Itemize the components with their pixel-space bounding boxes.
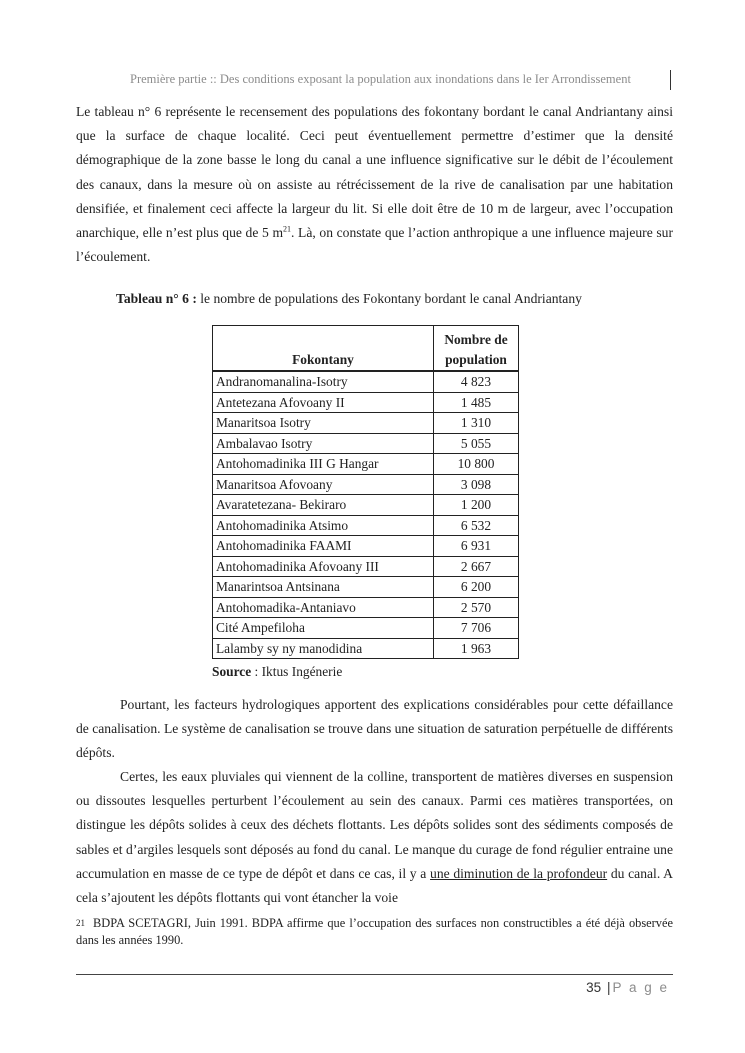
footer-divider: [76, 974, 673, 975]
population-value: 1 310: [434, 413, 519, 434]
table-row: [213, 454, 519, 475]
page-separator: |: [606, 980, 611, 995]
table-row: [213, 577, 519, 598]
source-text: : Iktus Ingénerie: [251, 664, 343, 679]
table-row: [213, 413, 519, 434]
population-value: 1 963: [434, 638, 519, 659]
column-header-population-line1: Nombre de: [444, 332, 508, 347]
fokontany-name: Andranomanalina-Isotry: [213, 371, 434, 392]
population-value: 2 570: [434, 597, 519, 618]
intro-text-end: . Là, on constate que l’action anthropique a une influence majeure sur l’écoulement.: [76, 225, 673, 265]
fokontany-name: Antohomadinika III G Hangar: [213, 454, 434, 475]
population-value: 2 667: [434, 556, 519, 577]
column-header-population-line2: population: [445, 352, 507, 367]
page-number: [586, 980, 669, 995]
deposits-text: Certes, les eaux pluviales qui viennent de la colline, transportent de matières diverses en suspension ou dissoutes lesquelles perturbent l’écoulement au sein des canaux. Parmi ces matières transportées, on distingue les dépôts solides à ceux des déchets flottants. Les dépôts solides sont des sédiments composés de sables et d’argiles lesquels sont déposés au fond du canal. Le manque du curage de fond régulier entraine une accumulation en masse de ce type de dépôt et dans ce cas, il y a: [76, 769, 673, 881]
population-value: 1 200: [434, 495, 519, 516]
page-word: P a g e: [612, 980, 669, 995]
footnote-number: 21: [76, 918, 85, 928]
fokontany-name: Manaritsoa Isotry: [213, 413, 434, 434]
fokontany-name: Ambalavao Isotry: [213, 433, 434, 454]
population-value: 1 485: [434, 392, 519, 413]
population-value: 6 200: [434, 577, 519, 598]
column-header-population: [434, 326, 519, 372]
table-caption: [116, 291, 582, 307]
table-row: [213, 638, 519, 659]
footnote-text: BDPA SCETAGRI, Juin 1991. BDPA affirme que l’occupation des surfaces non constructibles a été déjà observée dans les années 1990.: [76, 916, 673, 947]
paragraph-deposits: [76, 765, 673, 910]
fokontany-name: Antohomadinika Atsimo: [213, 515, 434, 536]
header-divider: [670, 70, 671, 90]
population-value: 10 800: [434, 454, 519, 475]
table-header-row: [213, 326, 519, 372]
table-row: [213, 618, 519, 639]
deposits-text-end: du canal. A cela s’ajoutent les dépôts flottants qui vont étancher la voie: [76, 865, 673, 906]
fokontany-name: Lalamby sy ny manodidina: [213, 638, 434, 659]
table-row: [213, 474, 519, 495]
table-row: [213, 597, 519, 618]
population-value: 4 823: [434, 371, 519, 392]
table-row: [213, 536, 519, 557]
paragraph-hydrology: Pourtant, les facteurs hydrologiques apportent des explications considérables pour cette défaillance de canalisation. Le système de canalisation se trouve dans une situation de saturation perpétuelle de différents dépôts.: [76, 697, 673, 761]
population-value: 6 931: [434, 536, 519, 557]
source-label: Source: [212, 664, 252, 679]
fokontany-name: Antohomadika-Antaniavo: [213, 597, 434, 618]
table-row: [213, 515, 519, 536]
population-value: 7 706: [434, 618, 519, 639]
running-header: Première partie :: Des conditions exposant la population aux inondations dans le Ier Arrondissement: [130, 72, 631, 86]
fokontany-name: Manarintsoa Antsinana: [213, 577, 434, 598]
table-row: [213, 556, 519, 577]
table-row: [213, 495, 519, 516]
fokontany-name: Antohomadinika Afovoany III: [213, 556, 434, 577]
population-value: 3 098: [434, 474, 519, 495]
page-number-value: 35: [586, 980, 602, 995]
population-value: 6 532: [434, 515, 519, 536]
footnote-ref: 21: [283, 224, 292, 234]
fokontany-name: Avaratetezana- Bekiraro: [213, 495, 434, 516]
table-row: [213, 392, 519, 413]
fokontany-name: Cité Ampefiloha: [213, 618, 434, 639]
underlined-phrase: une diminution de la profondeur: [430, 865, 608, 881]
intro-text: Le tableau n° 6 représente le recensement des populations des fokontany bordant le canal Andriantany ainsi que la surface de chaque localité. Ceci peut éventuellement permettre d’estimer que la densité démographique de la zone basse le long du canal a une influence significative sur le débit de l’écoulement des canaux, dans la mesure où on assiste au rétrécissement de la rive de canalisation par une habitation densifiée, et finalement ceci affecte la largeur du lit. Si elle doit être de 10 m de largeur, avec l’occupation anarchique, elle n’est plus que de 5 m: [76, 104, 673, 241]
fokontany-name: Manaritsoa Afovoany: [213, 474, 434, 495]
table-row: [213, 433, 519, 454]
population-table: [212, 325, 519, 659]
fokontany-name: Antetezana Afovoany II: [213, 392, 434, 413]
table-source: [212, 664, 342, 680]
intro-paragraph: [76, 100, 673, 269]
table-row: [213, 371, 519, 392]
footnote: [76, 915, 673, 949]
fokontany-name: Antohomadinika FAAMI: [213, 536, 434, 557]
population-value: 5 055: [434, 433, 519, 454]
caption-text: le nombre de populations des Fokontany bordant le canal Andriantany: [196, 291, 582, 306]
caption-label: Tableau n° 6 :: [116, 291, 197, 306]
column-header-fokontany: Fokontany: [213, 326, 434, 372]
table-body: [213, 371, 519, 659]
